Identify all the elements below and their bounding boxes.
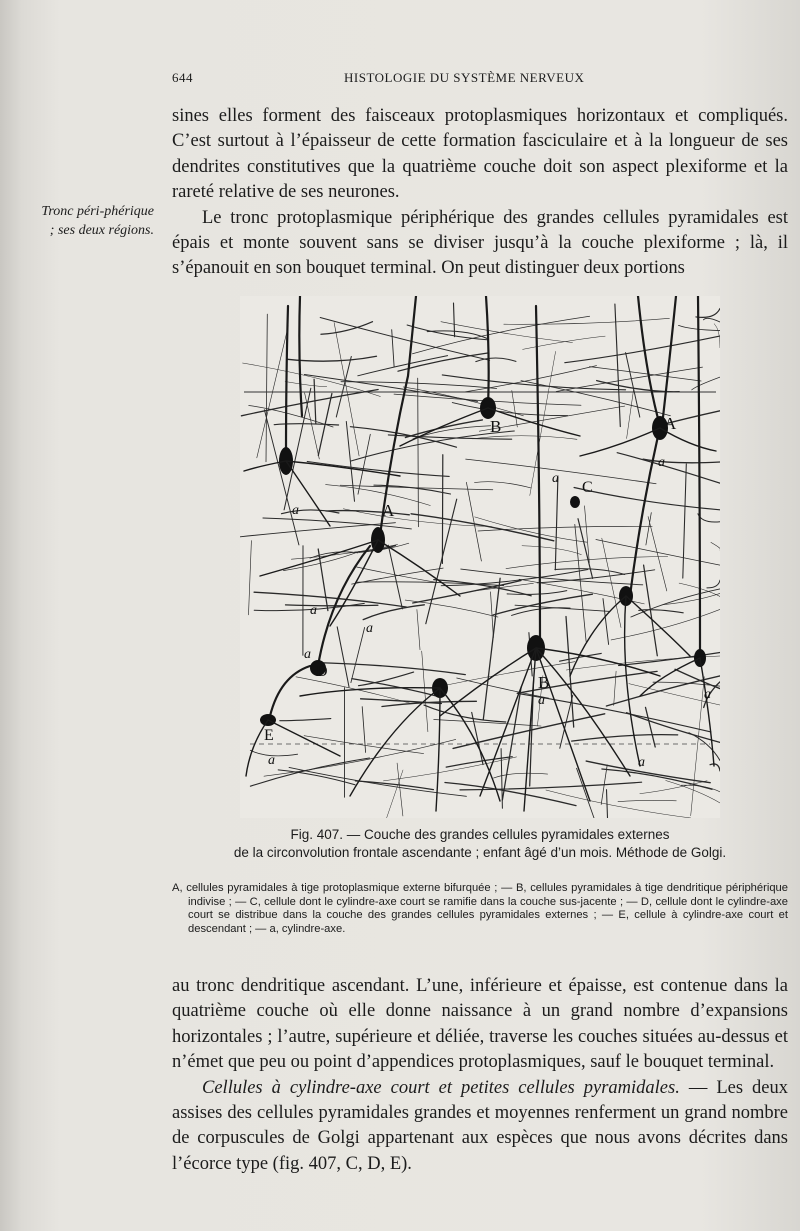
fibre-line xyxy=(403,387,523,416)
fibre-line xyxy=(363,605,424,620)
fibre-line xyxy=(243,363,381,397)
paragraph: Le tronc protoplasmique périphérique des grandes cellules pyramidales est épais et monte souvent sans se diviser jusqu’à la couche plexiforme ; là, il s’épanouit en son bouquet terminal. On peut distinguer deux portions xyxy=(172,207,788,279)
fibre-line xyxy=(289,767,466,796)
running-title: HISTOLOGIE DU SYSTÈME NERVEUX xyxy=(344,70,585,85)
fibre-line xyxy=(274,424,338,425)
fibre-line xyxy=(254,592,406,607)
fibre-line xyxy=(627,713,720,743)
fibre-line xyxy=(397,763,403,816)
fibre-line xyxy=(572,735,678,741)
fibre-line xyxy=(442,375,625,390)
fibre-line xyxy=(512,391,518,427)
fibre-line xyxy=(337,627,349,687)
fibre-line xyxy=(696,309,720,318)
fibre-line xyxy=(691,677,705,816)
fibre-line xyxy=(288,356,377,361)
label-axon: a xyxy=(552,471,559,486)
fibre-line xyxy=(475,517,587,542)
figure-legend xyxy=(172,882,788,936)
fibre-line xyxy=(627,389,634,439)
fibre-line xyxy=(417,610,420,650)
fibre-line xyxy=(405,420,482,438)
figure-legend-text: A, cellules pyramidales à tige protoplasmique externe bifurquée ; — B, cellules pyramidales à tige dendritique périphérique indivise ; — C, cellule dont le cylindre-axe court se ramifie dans la couche sus-jacente ; — D, cellule dont le cylindre-axe court se distribue dans la couche des grandes cellules pyramidales externes ; — E, cellule à cylindre-axe court et descendant ; — a, cylindre-axe. xyxy=(172,882,788,935)
fibre-line xyxy=(433,662,575,688)
fibre-line xyxy=(249,541,252,615)
fibre-line xyxy=(446,757,512,767)
fibre-line xyxy=(285,382,327,387)
label-cell-B: B xyxy=(538,673,550,692)
fibre-line xyxy=(689,733,720,761)
fibre-line xyxy=(590,367,702,381)
fibre-line xyxy=(314,663,465,675)
fibre-line xyxy=(280,719,331,721)
fibre-line xyxy=(357,567,438,583)
body-text-bottom xyxy=(172,974,788,1177)
fibre-line xyxy=(618,800,676,801)
fibre-line xyxy=(646,707,656,747)
fibre-line xyxy=(617,453,720,484)
fibre-line xyxy=(692,377,720,390)
fibre-line xyxy=(596,540,720,566)
fibre-line xyxy=(359,672,414,686)
fibre-line xyxy=(304,736,424,754)
fibre-line xyxy=(704,318,721,322)
fibre-line xyxy=(578,519,593,579)
fibre-line xyxy=(603,599,609,645)
fibre-line xyxy=(398,353,489,371)
label-axon: a xyxy=(366,621,373,636)
fibre-line xyxy=(320,318,489,361)
fibre-line xyxy=(466,482,481,561)
figure-caption xyxy=(172,826,788,862)
fibre-line xyxy=(643,459,720,463)
fibre-line xyxy=(698,514,720,522)
fibre-line xyxy=(278,770,355,785)
label-axon: a xyxy=(304,647,311,662)
paragraph: sines elles forment des faisceaux protoplasmiques horizontaux et compliqués. C’est surtout à l’épaisseur de cette formation fasciculaire et à la longueur de ses dendrites constitutives que la quatrième couche doit son aspect plexiforme et la rareté relative de ses neurones. xyxy=(172,106,788,203)
fibre-line xyxy=(681,785,720,792)
fibre-line xyxy=(266,314,267,462)
fibre-line xyxy=(466,459,656,484)
label-cell-A: A xyxy=(664,414,677,433)
running-head xyxy=(172,70,788,90)
paragraph-rest: — Les deux assises des cellules pyramidales grandes et moyennes renferment un grand nombre de corpuscules de Golgi appartenant aux espèces que nous avons décrites dans l’écorce type (fig. 407, C, D, E). xyxy=(172,1077,788,1174)
fibre-line xyxy=(537,570,654,583)
fibre-line xyxy=(615,304,620,427)
body-text-top xyxy=(172,104,788,282)
fibre-line xyxy=(577,768,594,818)
label-cell-C: C xyxy=(582,479,593,496)
fibre-line xyxy=(392,330,394,367)
fibre-line xyxy=(555,477,558,570)
fibre-line xyxy=(714,324,720,348)
label-cell-A: A xyxy=(382,501,395,520)
fibre-line xyxy=(457,678,549,698)
fibre-line xyxy=(602,769,712,789)
fibre-line xyxy=(351,628,365,683)
neuron-drawing xyxy=(240,296,720,818)
fibre-line xyxy=(662,593,720,604)
fibre-line xyxy=(445,783,576,806)
fibre-line xyxy=(626,353,640,418)
label-axon: a xyxy=(638,755,645,770)
margin-note: Tronc péri-phérique ; ses deux régions. xyxy=(41,204,154,238)
page-number: 644 xyxy=(172,70,193,85)
label-axon: a xyxy=(310,603,317,618)
fibre-line xyxy=(566,617,574,728)
figure-caption-title: Fig. 407. — Couche des grandes cellules pyramidales externes xyxy=(290,827,670,842)
fibre-line xyxy=(405,600,498,617)
label-axon: a xyxy=(658,455,665,470)
fibre-line xyxy=(483,578,500,719)
fibre-line xyxy=(522,546,581,555)
fibre-line xyxy=(358,434,370,494)
fibre-line xyxy=(422,651,428,732)
figure-caption-subtitle: de la circonvolution frontale ascendante ; enfant âgé d’un mois. Méthode de Golgi. xyxy=(233,845,727,860)
figure-illustration xyxy=(240,296,720,818)
fibre-line xyxy=(452,403,567,416)
fibre-line xyxy=(711,542,720,550)
label-cell-D: D xyxy=(316,663,328,680)
fibre-line xyxy=(454,303,455,337)
fibre-line xyxy=(346,422,354,502)
fibre-line xyxy=(607,790,608,818)
fibre-line xyxy=(611,609,720,640)
fibre-line xyxy=(358,356,448,376)
label-axon: a xyxy=(268,753,275,768)
label-axon: a xyxy=(292,503,299,518)
label-cell-B: B xyxy=(490,417,502,436)
label-axon: a xyxy=(538,693,545,708)
italic-heading: Cellules à cylindre-axe court et petites cellules pyramidales. xyxy=(202,1077,680,1098)
fibre-line xyxy=(707,580,720,588)
label-cell-E: E xyxy=(264,727,274,744)
fibre-line xyxy=(461,569,643,585)
fibre-line xyxy=(460,782,642,790)
paragraph: au tronc dendritique ascendant. L’une, inférieure et épaisse, est contenue dans la quatrième couche où elle donne naissance à un grand nombre d’expansions horizontales ; l’autre, supérieure et déliée, traverse les couches situées au-dessus et n’émet que peu ou point d’appendices protoplasmiques, sauf le bouquet terminal. xyxy=(172,976,788,1073)
fibre-line xyxy=(493,594,592,615)
fibre-line xyxy=(504,318,670,324)
fibre-line xyxy=(264,410,299,545)
fibre-line xyxy=(334,323,359,456)
label-axon: a xyxy=(704,687,711,702)
fibre-line xyxy=(307,462,449,477)
fibre-line xyxy=(683,464,687,578)
fibre-line xyxy=(286,605,378,606)
fibre-line xyxy=(418,378,419,527)
fibre-line xyxy=(411,514,554,541)
fibre-line xyxy=(305,393,320,459)
paragraph xyxy=(172,1076,788,1178)
fibre-line xyxy=(321,322,373,335)
fibre-line xyxy=(644,565,658,656)
fibre-line xyxy=(475,482,532,488)
fibre-line xyxy=(341,382,497,389)
fibre-line xyxy=(710,764,720,771)
fibre-line xyxy=(502,687,521,800)
fibre-line xyxy=(382,701,476,706)
